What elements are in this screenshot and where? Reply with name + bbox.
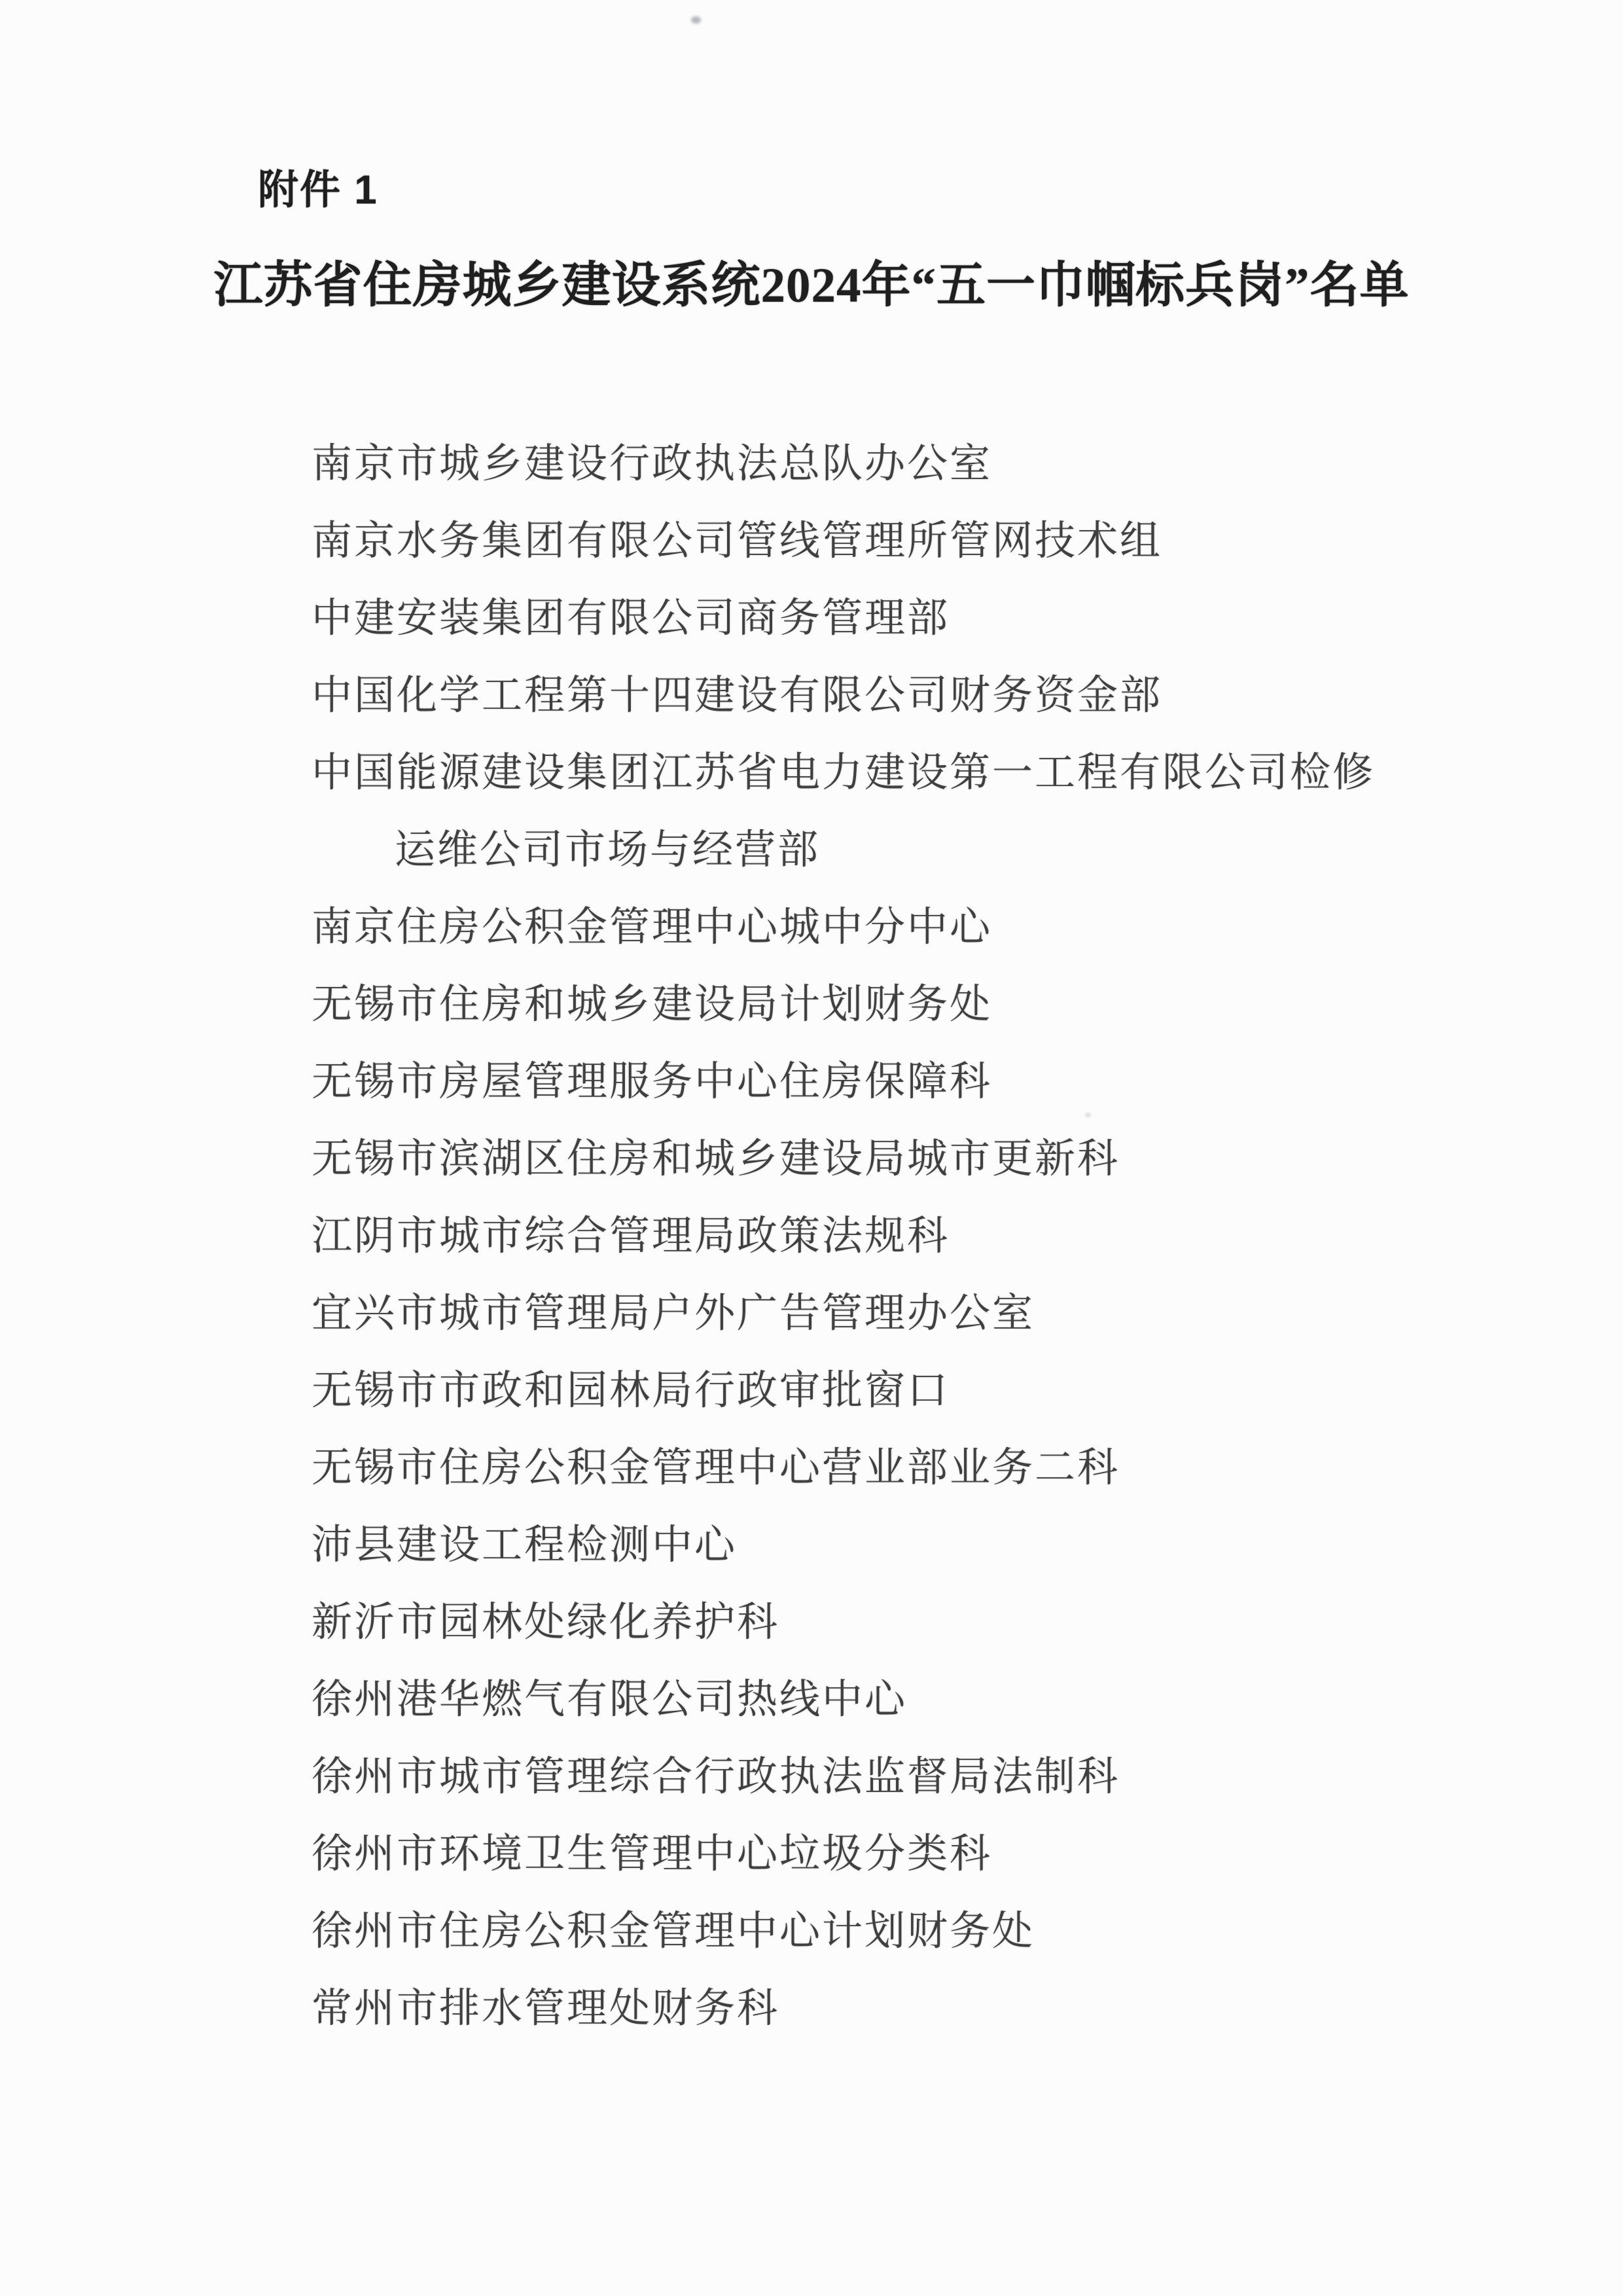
list-item bbox=[312, 966, 1375, 1043]
list-item-line: 南京住房公积金管理中心城中分中心 bbox=[312, 905, 993, 950]
list-item bbox=[312, 1661, 1375, 1738]
list-item-line: 无锡市滨湖区住房和城乡建设局城市更新科 bbox=[312, 1137, 1120, 1181]
list-item bbox=[312, 1816, 1375, 1893]
list-item bbox=[312, 1429, 1375, 1507]
list-item bbox=[312, 1738, 1375, 1816]
list-item-line: 徐州市环境卫生管理中心垃圾分类科 bbox=[312, 1832, 993, 1876]
list-item-line: 沛县建设工程检测中心 bbox=[312, 1523, 738, 1568]
list-item bbox=[312, 1198, 1375, 1275]
list-item bbox=[312, 1893, 1375, 1970]
list-item-continuation-line: 运维公司市场与经营部 bbox=[395, 828, 821, 872]
list-item bbox=[312, 1043, 1375, 1121]
list-item-line: 中建安装集团有限公司商务管理部 bbox=[312, 596, 950, 641]
entry-list bbox=[312, 425, 1375, 2047]
list-item bbox=[312, 734, 1375, 889]
attachment-label: 附件 1 bbox=[258, 168, 378, 213]
list-item-line: 徐州市住房公积金管理中心计划财务处 bbox=[312, 1909, 1035, 1954]
list-item-line: 常州市排水管理处财务科 bbox=[312, 1986, 780, 2031]
list-item-line: 南京市城乡建设行政执法总队办公室 bbox=[312, 442, 993, 486]
scan-artifact-speck bbox=[691, 16, 701, 24]
list-item-line: 南京水务集团有限公司管线管理所管网技术组 bbox=[312, 519, 1163, 564]
list-item-line: 无锡市住房和城乡建设局计划财务处 bbox=[312, 982, 993, 1027]
list-item bbox=[312, 425, 1375, 503]
list-item bbox=[312, 889, 1375, 966]
list-item-line: 徐州市城市管理综合行政执法监督局法制科 bbox=[312, 1755, 1120, 1799]
list-item-line: 无锡市市政和园林局行政审批窗口 bbox=[312, 1369, 950, 1413]
list-item-line: 宜兴市城市管理局户外广告管理办公室 bbox=[312, 1291, 1035, 1336]
list-item bbox=[312, 503, 1375, 580]
document-title: 江苏省住房城乡建设系统2024年“五一巾帼标兵岗”名单 bbox=[213, 259, 1410, 313]
list-item-line: 徐州港华燃气有限公司热线中心 bbox=[312, 1677, 908, 1722]
list-item bbox=[312, 1507, 1375, 1584]
list-item bbox=[312, 1970, 1375, 2047]
list-item-line: 新沂市园林处绿化养护科 bbox=[312, 1600, 780, 1645]
list-item bbox=[312, 1121, 1375, 1198]
list-item-line: 中国能源建设集团江苏省电力建设第一工程有限公司检修 bbox=[312, 751, 1376, 795]
list-item-line: 中国化学工程第十四建设有限公司财务资金部 bbox=[312, 673, 1163, 718]
list-item bbox=[312, 1275, 1375, 1352]
list-item bbox=[312, 1352, 1375, 1429]
list-item bbox=[312, 580, 1375, 657]
list-item bbox=[312, 657, 1375, 734]
list-item bbox=[312, 1584, 1375, 1661]
list-item-line: 无锡市房屋管理服务中心住房保障科 bbox=[312, 1060, 993, 1104]
list-item-line: 无锡市住房公积金管理中心营业部业务二科 bbox=[312, 1446, 1120, 1490]
list-item-line: 江阴市城市综合管理局政策法规科 bbox=[312, 1214, 950, 1259]
